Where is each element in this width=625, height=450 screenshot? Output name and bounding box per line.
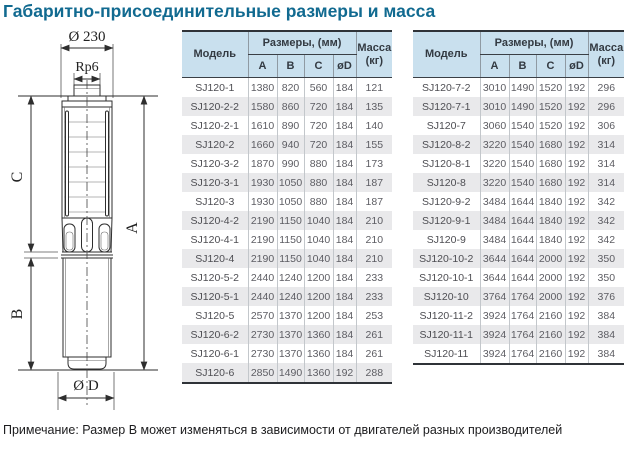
table-row [413,344,624,364]
cell-value: 184 [333,135,356,154]
col-header-c: C [536,55,565,78]
table-row [182,325,392,344]
cell-value: 192 [565,78,588,98]
table-row [413,116,624,135]
cell-value: 940 [277,135,304,154]
cell-value: 192 [565,325,588,344]
cell-value: 1764 [509,287,536,306]
cell-model: SJ120-4-1 [190,233,239,246]
cell-value: 184 [333,116,356,135]
cell-value: 2730 [248,344,277,363]
table-row [182,116,392,135]
cell-value: 184 [333,78,356,98]
cell-model: SJ120-9 [426,233,466,246]
cell-value: 1840 [536,230,565,249]
cell-value: 1050 [277,192,304,211]
cell-value: 2000 [536,249,565,268]
cell-value: 3644 [480,249,509,268]
cell-value: 261 [356,325,392,344]
cell-value: 1644 [509,192,536,211]
col-header-a: A [248,55,277,78]
cell-value: 1040 [304,211,333,230]
table-row [413,268,624,287]
cell-value: 2160 [536,325,565,344]
cell-value: 1050 [277,173,304,192]
cell-value: 1540 [509,173,536,192]
cell-value: 184 [333,97,356,116]
cell-value: 880 [304,192,333,211]
cell-value: 2000 [536,287,565,306]
cell-value: 184 [333,211,356,230]
table-row [413,249,624,268]
cell-value: 1840 [536,192,565,211]
cell-value: 1150 [277,249,304,268]
cell-value: 1764 [509,344,536,364]
cell-value: 3924 [480,325,509,344]
cell-value: 1240 [277,268,304,287]
cell-value: 184 [333,268,356,287]
table-row [413,135,624,154]
cell-value: 184 [333,154,356,173]
col-header-a: A [480,55,509,78]
cell-value: 192 [565,173,588,192]
cell-model: SJ120-11-2 [419,309,473,322]
cell-value: 2190 [248,249,277,268]
pump-dimension-diagram [0,25,180,417]
cell-value: 184 [333,230,356,249]
cell-value: 1840 [536,211,565,230]
cell-value: 192 [565,287,588,306]
cell-model: SJ120-7-2 [422,81,471,94]
cell-model: SJ120-3-1 [190,176,239,189]
cell-value: 192 [565,135,588,154]
cell-model: SJ120-6-1 [190,347,239,360]
cell-value: 1644 [509,230,536,249]
cell-value: 2570 [248,306,277,325]
table-row [413,325,624,344]
cell-value: 720 [304,116,333,135]
cell-value: 184 [333,249,356,268]
cell-model: SJ120-9-1 [422,214,471,227]
cell-value: 192 [565,230,588,249]
col-header-mass: Масса (кг) [588,31,624,78]
cell-value: 1610 [248,116,277,135]
cell-model: SJ120-4-2 [190,214,239,227]
cell-value: 314 [588,135,624,154]
table-row [182,268,392,287]
cell-value: 1380 [248,78,277,98]
cell-model: SJ120-3 [195,195,235,208]
cell-value: 2730 [248,325,277,344]
cell-model: SJ120-5-1 [190,290,239,303]
cell-value: 173 [356,154,392,173]
cell-value: 1040 [304,230,333,249]
cell-model: SJ120-3-2 [190,157,239,170]
cell-model: SJ120-4 [195,252,235,265]
thread-label: Rp6 [75,60,99,75]
table-row [413,306,624,325]
table-row [413,287,624,306]
col-header-dimensions: Размеры, (мм) [480,31,588,55]
cell-model: SJ120-2-1 [190,119,239,132]
cell-model: SJ120-8-2 [422,138,471,151]
cell-value: 2160 [536,306,565,325]
cell-value: 1680 [536,154,565,173]
col-header-d: øD [333,55,356,78]
col-header-b: B [277,55,304,78]
cell-value: 210 [356,211,392,230]
cell-value: 3220 [480,173,509,192]
cell-value: 140 [356,116,392,135]
cell-value: 1644 [509,268,536,287]
table-row [413,230,624,249]
cell-value: 350 [588,249,624,268]
cell-value: 880 [304,154,333,173]
cell-value: 1150 [277,230,304,249]
table-body [182,78,392,384]
cell-value: 890 [277,116,304,135]
cell-value: 155 [356,135,392,154]
cell-value: 1644 [509,249,536,268]
table-row [413,173,624,192]
cell-value: 184 [333,192,356,211]
cell-value: 990 [277,154,304,173]
cell-value: 314 [588,154,624,173]
cell-model: SJ120-2 [195,138,235,151]
cell-value: 192 [565,154,588,173]
cell-value: 3484 [480,211,509,230]
cell-model: SJ120-5-2 [190,271,239,284]
cell-value: 2160 [536,344,565,364]
cell-value: 184 [333,287,356,306]
cell-value: 3060 [480,116,509,135]
cell-value: 342 [588,211,624,230]
dim-c-label: C [9,171,26,183]
cell-value: 314 [588,173,624,192]
cell-value: 1930 [248,192,277,211]
cell-value: 1520 [536,78,565,98]
col-header-dimensions: Размеры, (мм) [248,31,356,55]
cell-value: 1150 [277,211,304,230]
table-row [182,192,392,211]
cell-value: 1644 [509,211,536,230]
table-row [182,230,392,249]
table-row [413,97,624,116]
cell-value: 233 [356,268,392,287]
cell-value: 1520 [536,97,565,116]
cell-value: 1490 [509,78,536,98]
cell-value: 1930 [248,173,277,192]
cell-value: 192 [565,306,588,325]
cell-value: 1764 [509,325,536,344]
table-row [182,363,392,383]
cell-value: 3010 [480,78,509,98]
cell-value: 192 [565,116,588,135]
cell-value: 2000 [536,268,565,287]
table-row [182,97,392,116]
cell-value: 1200 [304,268,333,287]
col-header-c: C [304,55,333,78]
cell-value: 1360 [304,363,333,383]
cell-value: 2850 [248,363,277,383]
cell-model: SJ120-6 [195,366,235,379]
cell-value: 2440 [248,287,277,306]
cell-model: SJ120-10-1 [419,271,474,284]
dim-a-label: A [124,222,141,234]
cell-value: 1660 [248,135,277,154]
cell-value: 1360 [304,325,333,344]
cell-value: 210 [356,249,392,268]
col-header-model: Модель [413,31,480,78]
cell-value: 880 [304,173,333,192]
cell-model: SJ120-8-1 [422,157,471,170]
cell-value: 1680 [536,135,565,154]
table-row [182,344,392,363]
cell-value: 3644 [480,268,509,287]
cell-value: 384 [588,306,624,325]
cell-value: 3220 [480,154,509,173]
cell-value: 296 [588,97,624,116]
cell-value: 720 [304,135,333,154]
cell-value: 2440 [248,268,277,287]
cell-value: 288 [356,363,392,383]
cell-value: 2190 [248,230,277,249]
table-row [182,173,392,192]
cell-value: 1540 [509,135,536,154]
cell-value: 1764 [509,306,536,325]
cell-value: 820 [277,78,304,98]
cell-value: 1370 [277,325,304,344]
cell-value: 1520 [536,116,565,135]
cell-value: 3924 [480,306,509,325]
cell-value: 1490 [277,363,304,383]
table-body [413,78,624,365]
table-row [413,211,624,230]
cell-model: SJ120-1 [195,81,235,94]
cell-value: 1200 [304,306,333,325]
table-row [182,249,392,268]
cell-model: SJ120-11-1 [419,328,473,341]
table-row [413,154,624,173]
bottom-diameter-label: Ø D [73,378,99,394]
cell-value: 192 [565,344,588,364]
cell-value: 1870 [248,154,277,173]
cell-value: 3924 [480,344,509,364]
cell-value: 192 [565,97,588,116]
cell-model: SJ120-7 [426,119,466,132]
table-row [182,78,392,98]
cell-value: 720 [304,97,333,116]
cell-value: 184 [333,344,356,363]
table-row [182,135,392,154]
cell-value: 342 [588,230,624,249]
cell-value: 2190 [248,211,277,230]
dimensions-table-1 [182,30,392,384]
table-row [413,78,624,98]
cell-value: 1240 [277,287,304,306]
cell-model: SJ120-10 [423,290,469,303]
top-diameter-label: Ø 230 [68,29,106,45]
cell-value: 860 [277,97,304,116]
table-row [182,306,392,325]
cell-value: 1200 [304,287,333,306]
cell-model: SJ120-8 [426,176,466,189]
cell-value: 384 [588,344,624,364]
cell-value: 121 [356,78,392,98]
cell-value: 342 [588,192,624,211]
cell-value: 1680 [536,173,565,192]
col-header-model: Модель [182,31,248,78]
cell-value: 192 [333,363,356,383]
page-title: Габаритно-присоединительные размеры и масса [3,1,436,21]
cell-value: 1540 [509,154,536,173]
pump-outline [18,80,158,405]
cell-model: SJ120-6-2 [190,328,239,341]
cell-value: 1490 [509,97,536,116]
cell-model: SJ120-2-2 [190,100,239,113]
cell-value: 253 [356,306,392,325]
cell-value: 187 [356,173,392,192]
cell-value: 3220 [480,135,509,154]
cell-value: 1580 [248,97,277,116]
cell-value: 135 [356,97,392,116]
cell-value: 296 [588,78,624,98]
table-row [182,154,392,173]
cell-value: 192 [565,211,588,230]
cell-value: 1370 [277,344,304,363]
cell-model: SJ120-11 [424,347,469,360]
cell-value: 3484 [480,230,509,249]
cell-value: 1360 [304,344,333,363]
cell-value: 210 [356,230,392,249]
cell-value: 233 [356,287,392,306]
cell-value: 184 [333,173,356,192]
col-header-b: B [509,55,536,78]
table-row [182,287,392,306]
cell-value: 184 [333,325,356,344]
cell-value: 3484 [480,192,509,211]
table-row [182,211,392,230]
cell-value: 376 [588,287,624,306]
cell-model: SJ120-10-2 [419,252,474,265]
cell-value: 384 [588,325,624,344]
cell-value: 1040 [304,249,333,268]
cell-value: 3764 [480,287,509,306]
footnote: Примечание: Размер В может изменяться в зависимости от двигателей разных производителей [3,423,563,437]
dim-b-label: B [9,308,26,320]
cell-value: 3010 [480,97,509,116]
cell-value: 192 [565,249,588,268]
table-row [413,192,624,211]
cell-model: SJ120-7-1 [422,100,471,113]
cell-value: 350 [588,268,624,287]
cell-value: 192 [565,268,588,287]
cell-value: 184 [333,306,356,325]
cell-value: 560 [304,78,333,98]
dimensions-table-2 [413,30,624,365]
cell-value: 187 [356,192,392,211]
col-header-d: øD [565,55,588,78]
cell-model: SJ120-9-2 [422,195,471,208]
cell-value: 261 [356,344,392,363]
col-header-mass: Масса (кг) [356,31,392,78]
cell-value: 306 [588,116,624,135]
cell-value: 192 [565,192,588,211]
cell-value: 1540 [509,116,536,135]
cell-value: 1370 [277,306,304,325]
cell-model: SJ120-5 [195,309,235,322]
